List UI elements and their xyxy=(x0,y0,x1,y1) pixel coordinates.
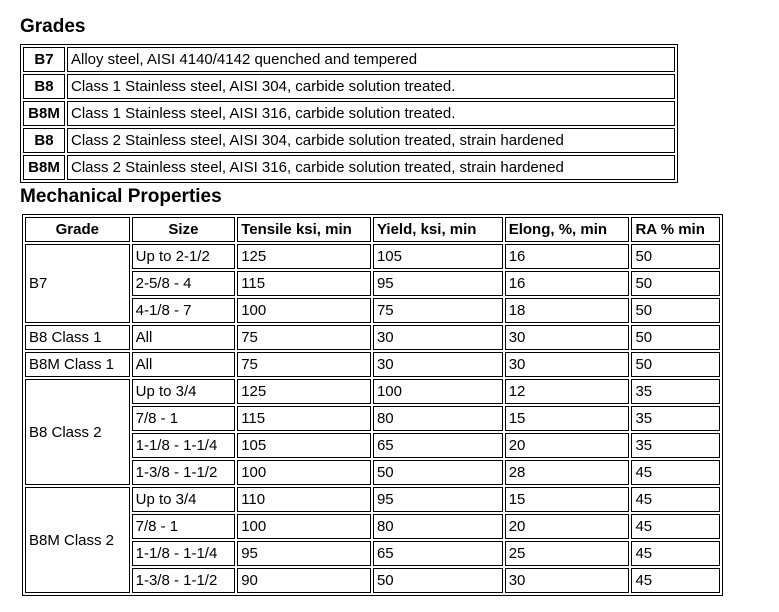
mechanical-properties-table xyxy=(22,214,723,596)
grade-cell: B8 xyxy=(23,128,65,153)
mech-row xyxy=(25,244,720,269)
mech-yield-cell: 50 xyxy=(373,568,503,593)
mech-grade-cell: B8M Class 2 xyxy=(25,487,130,593)
mech-ra-cell: 35 xyxy=(631,406,720,431)
mech-header-row xyxy=(25,217,720,242)
mech-elong-cell: 30 xyxy=(505,568,630,593)
mech-tensile-cell: 115 xyxy=(237,271,371,296)
mech-size-cell: All xyxy=(132,352,236,377)
mech-ra-cell: 45 xyxy=(631,487,720,512)
mech-size-cell: Up to 2-1/2 xyxy=(132,244,236,269)
mech-elong-cell: 16 xyxy=(505,244,630,269)
mech-ra-cell: 50 xyxy=(631,298,720,323)
grades-row xyxy=(23,128,675,153)
grade-description-cell: Class 2 Stainless steel, AISI 316, carbide solution treated, strain hardened xyxy=(67,155,675,180)
grade-cell: B8 xyxy=(23,74,65,99)
mech-size-cell: 1-1/8 - 1-1/4 xyxy=(132,541,236,566)
column-header: Tensile ksi, min xyxy=(237,217,371,242)
column-header: Grade xyxy=(25,217,130,242)
mech-elong-cell: 28 xyxy=(505,460,630,485)
grade-cell: B7 xyxy=(23,47,65,72)
grades-table xyxy=(20,44,678,183)
mech-tensile-cell: 125 xyxy=(237,379,371,404)
mech-tensile-cell: 125 xyxy=(237,244,371,269)
mech-grade-cell: B7 xyxy=(25,244,130,323)
mech-size-cell: 4-1/8 - 7 xyxy=(132,298,236,323)
grade-cell: B8M xyxy=(23,155,65,180)
mech-ra-cell: 35 xyxy=(631,433,720,458)
grades-row xyxy=(23,155,675,180)
mech-ra-cell: 50 xyxy=(631,325,720,350)
grade-cell: B8M xyxy=(23,101,65,126)
mech-ra-cell: 45 xyxy=(631,568,720,593)
mech-row xyxy=(25,379,720,404)
grades-row xyxy=(23,47,675,72)
mech-yield-cell: 95 xyxy=(373,487,503,512)
mech-size-cell: Up to 3/4 xyxy=(132,379,236,404)
mech-elong-cell: 18 xyxy=(505,298,630,323)
mech-elong-cell: 15 xyxy=(505,406,630,431)
mech-tensile-cell: 110 xyxy=(237,487,371,512)
column-header: Size xyxy=(132,217,236,242)
mech-ra-cell: 45 xyxy=(631,460,720,485)
mech-ra-cell: 35 xyxy=(631,379,720,404)
mech-tensile-cell: 115 xyxy=(237,406,371,431)
mech-row xyxy=(25,487,720,512)
mech-ra-cell: 45 xyxy=(631,541,720,566)
mech-yield-cell: 95 xyxy=(373,271,503,296)
mech-ra-cell: 50 xyxy=(631,244,720,269)
column-header: Yield, ksi, min xyxy=(373,217,503,242)
grades-heading: Grades xyxy=(20,16,86,37)
column-header: Elong, %, min xyxy=(505,217,630,242)
mech-tensile-cell: 95 xyxy=(237,541,371,566)
mech-tensile-cell: 90 xyxy=(237,568,371,593)
grade-description-cell: Class 2 Stainless steel, AISI 304, carbide solution treated, strain hardened xyxy=(67,128,675,153)
mech-size-cell: 2-5/8 - 4 xyxy=(132,271,236,296)
mech-elong-cell: 12 xyxy=(505,379,630,404)
mech-elong-cell: 20 xyxy=(505,433,630,458)
mech-tensile-cell: 105 xyxy=(237,433,371,458)
grade-description-cell: Class 1 Stainless steel, AISI 316, carbide solution treated. xyxy=(67,101,675,126)
mech-yield-cell: 50 xyxy=(373,460,503,485)
column-header: RA % min xyxy=(631,217,720,242)
mech-yield-cell: 75 xyxy=(373,298,503,323)
mech-tensile-cell: 100 xyxy=(237,460,371,485)
mech-yield-cell: 30 xyxy=(373,325,503,350)
mech-row xyxy=(25,325,720,350)
mech-ra-cell: 50 xyxy=(631,271,720,296)
mech-elong-cell: 25 xyxy=(505,541,630,566)
grade-description-cell: Alloy steel, AISI 4140/4142 quenched and tempered xyxy=(67,47,675,72)
mech-yield-cell: 65 xyxy=(373,541,503,566)
mech-size-cell: 7/8 - 1 xyxy=(132,514,236,539)
mech-yield-cell: 65 xyxy=(373,433,503,458)
mech-grade-cell: B8M Class 1 xyxy=(25,352,130,377)
mech-tensile-cell: 100 xyxy=(237,514,371,539)
mech-size-cell: Up to 3/4 xyxy=(132,487,236,512)
mech-elong-cell: 30 xyxy=(505,352,630,377)
mech-grade-cell: B8 Class 2 xyxy=(25,379,130,485)
mech-yield-cell: 80 xyxy=(373,514,503,539)
grades-row xyxy=(23,101,675,126)
grades-table-body xyxy=(23,47,675,180)
mech-elong-cell: 30 xyxy=(505,325,630,350)
mech-tensile-cell: 75 xyxy=(237,352,371,377)
mech-tensile-cell: 100 xyxy=(237,298,371,323)
mech-tensile-cell: 75 xyxy=(237,325,371,350)
mech-row xyxy=(25,352,720,377)
mech-elong-cell: 16 xyxy=(505,271,630,296)
mech-grade-cell: B8 Class 1 xyxy=(25,325,130,350)
mech-size-cell: 7/8 - 1 xyxy=(132,406,236,431)
grade-description-cell: Class 1 Stainless steel, AISI 304, carbide solution treated. xyxy=(67,74,675,99)
mech-size-cell: 1-1/8 - 1-1/4 xyxy=(132,433,236,458)
mech-yield-cell: 30 xyxy=(373,352,503,377)
mech-ra-cell: 45 xyxy=(631,514,720,539)
mech-table-body xyxy=(25,244,720,593)
mech-size-cell: 1-3/8 - 1-1/2 xyxy=(132,460,236,485)
mech-size-cell: 1-3/8 - 1-1/2 xyxy=(132,568,236,593)
mech-yield-cell: 105 xyxy=(373,244,503,269)
mech-ra-cell: 50 xyxy=(631,352,720,377)
mech-elong-cell: 15 xyxy=(505,487,630,512)
mechanical-properties-heading: Mechanical Properties xyxy=(20,186,222,207)
mech-yield-cell: 100 xyxy=(373,379,503,404)
grades-row xyxy=(23,74,675,99)
mech-yield-cell: 80 xyxy=(373,406,503,431)
mech-elong-cell: 20 xyxy=(505,514,630,539)
mech-size-cell: All xyxy=(132,325,236,350)
